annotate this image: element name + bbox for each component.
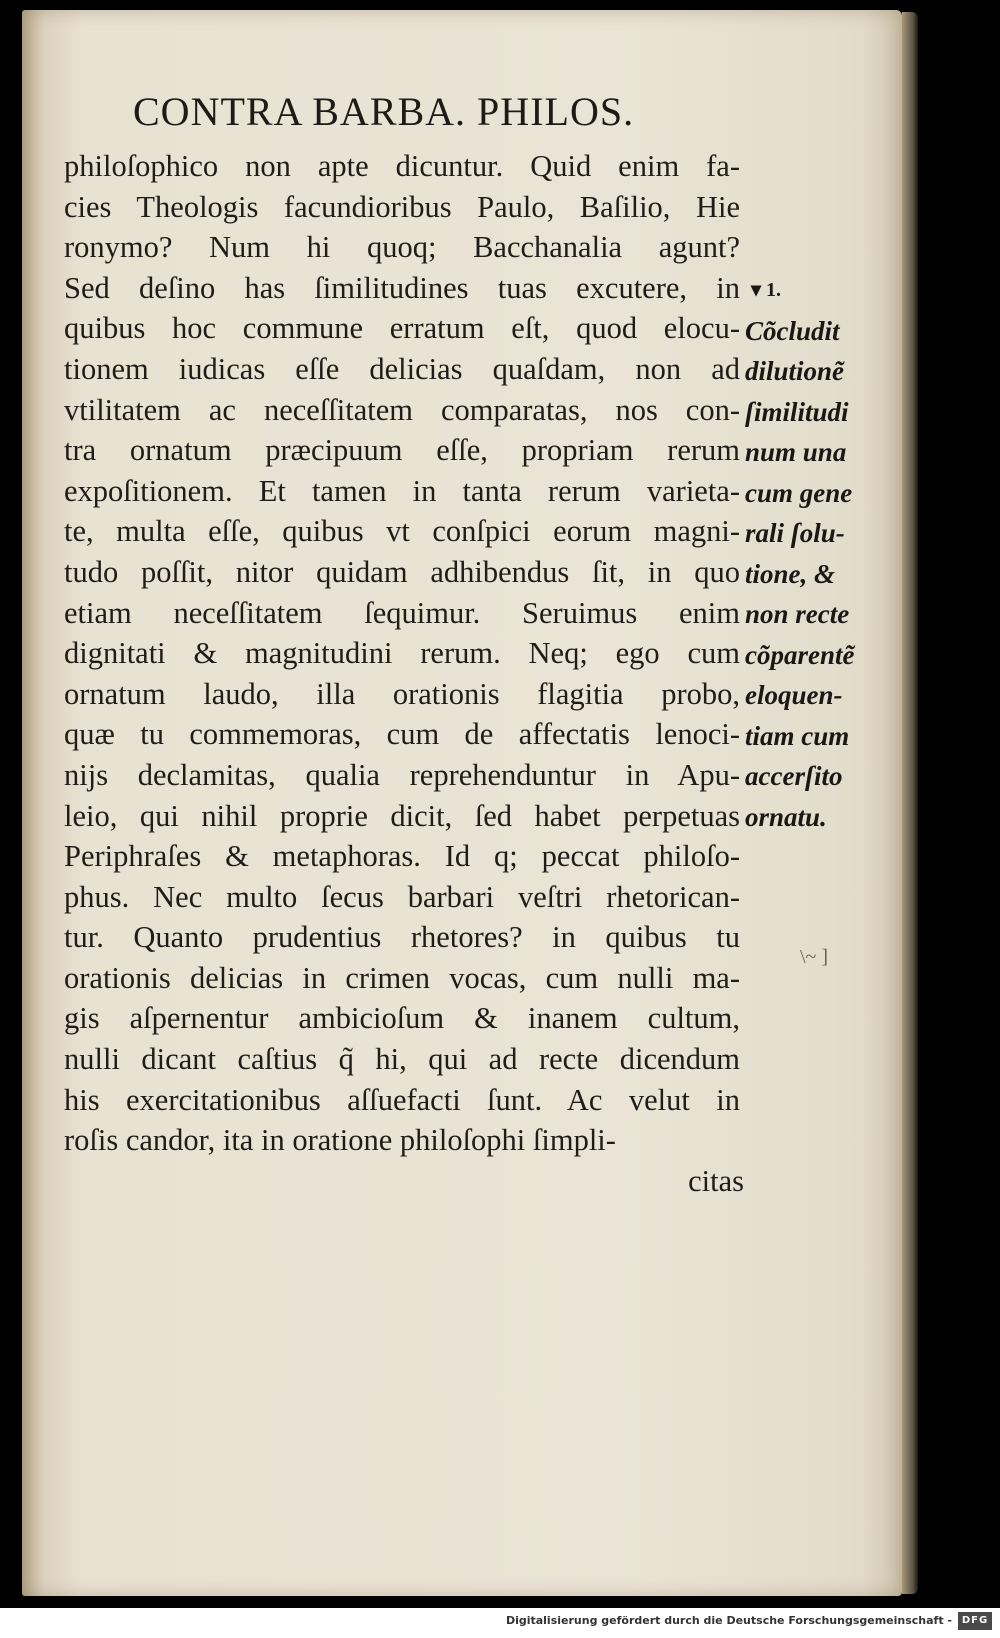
catchword: citas — [688, 1163, 744, 1198]
text-line: dignitati & magnitudini rerum. Neq; ego cum — [64, 636, 740, 671]
text-line: cies Theologis facundioribus Paulo, Baſilio, Hie — [64, 189, 740, 224]
text-line: leio, qui nihil proprie dicit, ſed habet perpetuas — [64, 798, 740, 833]
text-line: Sed deſino has ſimilitudines tuas excutere, in — [64, 270, 740, 305]
margin-note-line: num una — [745, 437, 847, 467]
text-line: orationis delicias in crimen vocas, cum nulli ma- — [64, 960, 740, 995]
text-line: etiam neceſſitatem ſequimur. Seruimus enim — [64, 595, 740, 630]
margin-note-line: rali ſolu- — [745, 518, 845, 548]
text-line: roſis candor, ita in oratione philoſophi ſimpli- — [64, 1123, 616, 1158]
page-edge — [902, 12, 918, 1594]
text-line: nijs declamitas, qualia reprehenduntur in Apu- — [64, 757, 740, 792]
margin-note-line: ſimilitudi — [745, 396, 849, 427]
footer-credit: Digitalisierung gefördert durch die Deutsche Forschungsgemeinschaft - — [505, 1614, 952, 1627]
text-line: gis aſpernentur ambicioſum & inanem cultum, — [64, 1001, 740, 1036]
margin-note-line: tione, & — [745, 558, 836, 589]
text-line: expoſitionem. Et tamen in tanta rerum varieta- — [64, 473, 740, 508]
text-line: tra ornatum præcipuum eſſe, propriam rerum — [64, 433, 740, 468]
running-head: CONTRA BARBA. PHILOS. — [133, 89, 635, 134]
body-text — [64, 146, 744, 1201]
margin-note-line: cum gene — [745, 477, 853, 508]
text-line: his exercitationibus aſſuefacti ſunt. Ac velut in — [64, 1082, 740, 1117]
margin-note-line: Cõcludit — [745, 315, 840, 346]
margin-note — [745, 270, 875, 837]
text-line: Periphraſes & metaphoras. Id q; peccat philoſo- — [64, 839, 740, 874]
text-line: te, multa eſſe, quibus vt conſpici eorum magni- — [64, 514, 740, 549]
margin-note-line: ornatu. — [745, 801, 827, 832]
margin-mark: \~ ] — [800, 946, 829, 968]
text-line: nulli dicant caſtius q̃ hi, qui ad recte dicendum — [64, 1042, 740, 1077]
text-line: tur. Quanto prudentius rhetores? in quibus tu — [64, 920, 740, 955]
margin-note-marker: ▾ 1. — [751, 279, 782, 301]
text-line: quibus hoc commune erratum eſt, quod elocu- — [64, 311, 740, 346]
margin-note-line: tiam cum — [745, 720, 850, 751]
dfg-logo: DFG — [958, 1612, 992, 1630]
text-line: philoſophico non apte dicuntur. Quid enim fa- — [64, 149, 740, 183]
text-line: tionem iudicas eſſe delicias quaſdam, non ad — [64, 351, 740, 386]
margin-note-line: eloquen- — [745, 680, 843, 710]
text-line: ronymo? Num hi quoq; Bacchanalia agunt? — [64, 230, 740, 265]
footer-bar — [0, 1608, 1000, 1638]
margin-note-line: accerſito — [745, 761, 843, 791]
text-line: phus. Nec multo ſecus barbari veſtri rhetorican- — [64, 879, 740, 914]
text-line: ornatum laudo, illa orationis flagitia probo, — [64, 676, 740, 711]
text-line: quæ tu commemoras, cum de affectatis lenoci- — [64, 717, 740, 752]
text-line: vtilitatem ac neceſſitatem comparatas, nos con- — [64, 392, 740, 427]
margin-note-line: cõparentẽ — [745, 639, 855, 670]
margin-note-line: dilutionẽ — [745, 356, 845, 386]
margin-note-line: non recte — [745, 599, 850, 629]
text-line: tudo poſſit, nitor quidam adhibendus ſit, in quo — [64, 554, 740, 589]
